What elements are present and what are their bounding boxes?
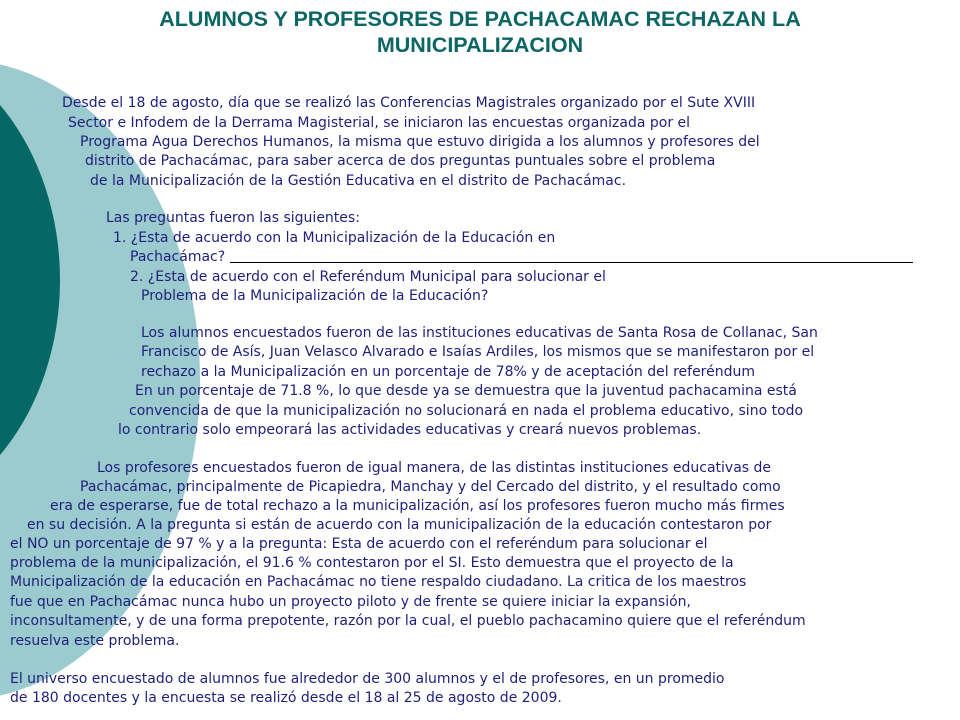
question-2-line-2: Problema de la Municipalización de la Educación? bbox=[141, 288, 489, 304]
questions-heading: Las preguntas fueron las siguientes: bbox=[106, 210, 360, 226]
teachers-line: problema de la municipalización, el 91.6 % contestaron por el SI. Esto demuestra que el proyecto de la bbox=[10, 555, 734, 571]
teachers-line: inconsultamente, y de una forma prepotente, razón por la cual, el pueblo pachacamino quiere que el referéndum bbox=[10, 613, 806, 629]
students-line: lo contrario solo empeorará las actividades educativas y creará nuevos problemas. bbox=[118, 422, 702, 438]
page-title bbox=[0, 6, 960, 58]
teachers-line: era de esperarse, fue de total rechazo a la municipalización, así los profesores fueron mucho más firmes bbox=[50, 498, 785, 514]
closing-line: de 180 docentes y la encuesta se realizó desde el 18 al 25 de agosto de 2009. bbox=[10, 690, 562, 706]
teachers-line: Pachacámac, principalmente de Picapiedra, Manchay y del Cercado del distrito, y el resultado como bbox=[80, 479, 781, 495]
students-line: Francisco de Asís, Juan Velasco Alvarado e Isaías Ardiles, los mismos que se manifestaron por el bbox=[141, 344, 815, 360]
title-line-1: ALUMNOS Y PROFESORES DE PACHACAMAC RECHAZAN LA bbox=[159, 7, 801, 31]
students-line: En un porcentaje de 71.8 %, lo que desde ya se demuestra que la juventud pachacamina está bbox=[135, 383, 797, 399]
intro-line: Programa Agua Derechos Humanos, la misma que estuvo dirigida a los alumnos y profesores del bbox=[80, 134, 760, 150]
students-line: Los alumnos encuestados fueron de las instituciones educativas de Santa Rosa de Collanac, San bbox=[141, 325, 818, 341]
teachers-line: fue que en Pachacámac nunca hubo un proyecto piloto y de frente se quiere iniciar la expansión, bbox=[10, 594, 691, 610]
teachers-line: el NO un porcentaje de 97 % y a la pregunta: Esta de acuerdo con el referéndum para solucionar el bbox=[10, 536, 708, 552]
question-1-line-1: 1. ¿Esta de acuerdo con la Municipalización de la Educación en bbox=[113, 230, 556, 246]
underline-rule bbox=[230, 262, 913, 263]
closing-line: El universo encuestado de alumnos fue alrededor de 300 alumnos y el de profesores, en un promedio bbox=[10, 671, 725, 687]
title-line-2: MUNICIPALIZACION bbox=[376, 33, 584, 57]
question-1-line-2: Pachacámac? bbox=[130, 249, 226, 265]
teachers-line: resuelva este problema. bbox=[10, 633, 180, 649]
intro-line: Desde el 18 de agosto, día que se realizó las Conferencias Magistrales organizado por el Sute XVIII bbox=[62, 95, 756, 111]
students-line: convencida de que la municipalización no solucionará en nada el problema educativo, sino todo bbox=[129, 403, 804, 419]
teachers-line: Municipalización de la educación en Pachacámac no tiene respaldo ciudadano. La critica de los maestros bbox=[10, 574, 747, 590]
students-line: rechazo a la Municipalización en un porcentaje de 78% y de aceptación del referéndum bbox=[141, 364, 756, 380]
teachers-line: Los profesores encuestados fueron de igual manera, de las distintas instituciones educativas de bbox=[97, 460, 772, 476]
intro-line: Sector e Infodem de la Derrama Magisterial, se iniciaron las encuestas organizada por el bbox=[68, 115, 691, 131]
question-2-line-1: 2. ¿Esta de acuerdo con el Referéndum Municipal para solucionar el bbox=[130, 269, 606, 285]
intro-line: distrito de Pachacámac, para saber acerca de dos preguntas puntuales sobre el problema bbox=[85, 153, 716, 169]
teachers-line: en su decisión. A la pregunta si están de acuerdo con la municipalización de la educación contestaron por bbox=[27, 517, 772, 533]
intro-line: de la Municipalización de la Gestión Educativa en el distrito de Pachacámac. bbox=[90, 173, 627, 189]
